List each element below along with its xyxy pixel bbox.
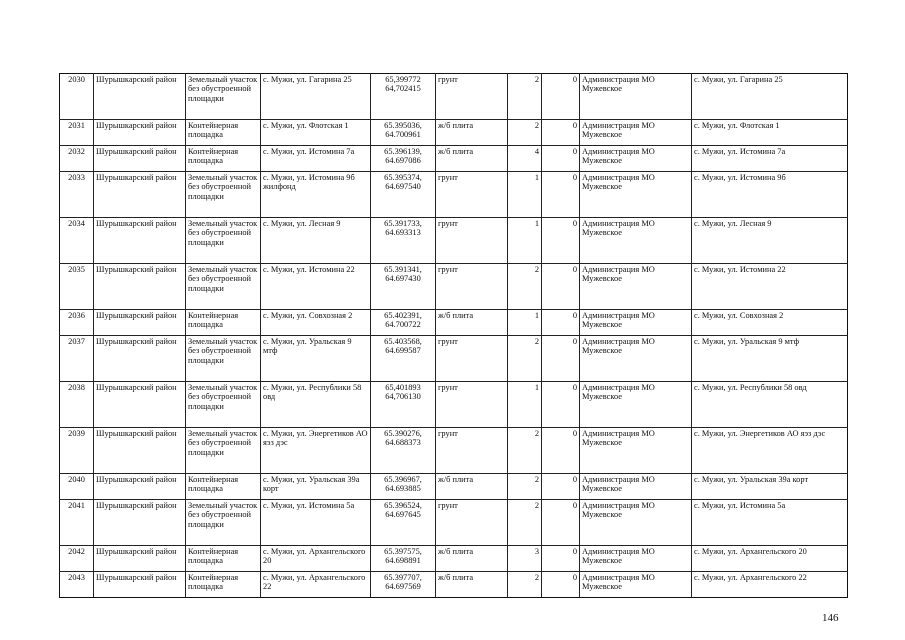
containers-count-cell: 2 [508,120,542,146]
surface-cell: грунт [436,172,508,218]
source-address-cell: с. Мужи, ул. Истомина 5а [692,500,848,546]
source-address-cell: с. Мужи, ул. Уральская 39а корт [692,474,848,500]
address-cell: с. Мужи, ул. Уральская 39а корт [261,474,371,500]
table-row [60,264,848,310]
table-row [60,74,848,120]
volume-cell: 0 [542,264,580,310]
owner-cell: Администрация МО Мужевское [580,74,692,120]
page-number: 146 [822,612,839,624]
address-cell: с. Мужи, ул. Республики 58 овд [261,382,371,428]
row-number-cell: 2033 [60,172,94,218]
containers-count-cell: 3 [508,546,542,572]
source-address-cell: с. Мужи, ул. Совхозная 2 [692,310,848,336]
containers-count-cell: 2 [508,336,542,382]
address-cell: с. Мужи, ул. Истомина 7а [261,146,371,172]
coordinates-cell: 65.397575, 64.698891 [371,546,436,572]
surface-cell: грунт [436,218,508,264]
source-address-cell: с. Мужи, ул. Республики 58 овд [692,382,848,428]
source-address-cell: с. Мужи, ул. Энергетиков АО яэз дэс [692,428,848,474]
source-address-cell: с. Мужи, ул. Архангельского 22 [692,572,848,598]
site-type-cell: Контейнерная площадка [186,120,261,146]
address-cell: с. Мужи, ул. Истомина 5а [261,500,371,546]
row-number-cell: 2040 [60,474,94,500]
surface-cell: ж/б плита [436,120,508,146]
containers-count-cell: 1 [508,172,542,218]
address-cell: с. Мужи, ул. Лесная 9 [261,218,371,264]
row-number-cell: 2031 [60,120,94,146]
address-cell: с. Мужи, ул. Уральская 9 мтф [261,336,371,382]
coordinates-cell: 65.395374, 64.697540 [371,172,436,218]
source-address-cell: с. Мужи, ул. Истомина 7а [692,146,848,172]
table-row [60,172,848,218]
owner-cell: Администрация МО Мужевское [580,264,692,310]
site-type-cell: Земельный участок без обустроенной площадки [186,218,261,264]
address-cell: с. Мужи, ул. Архангельского 20 [261,546,371,572]
containers-count-cell: 1 [508,218,542,264]
containers-count-cell: 2 [508,264,542,310]
coordinates-cell: 65.396524, 64.697645 [371,500,436,546]
district-cell: Шурышкарский район [94,336,186,382]
owner-cell: Администрация МО Мужевское [580,218,692,264]
district-cell: Шурышкарский район [94,474,186,500]
district-cell: Шурышкарский район [94,428,186,474]
surface-cell: грунт [436,74,508,120]
table-row [60,120,848,146]
source-address-cell: с. Мужи, ул. Флотская 1 [692,120,848,146]
owner-cell: Администрация МО Мужевское [580,382,692,428]
owner-cell: Администрация МО Мужевское [580,572,692,598]
source-address-cell: с. Мужи, ул. Уральская 9 мтф [692,336,848,382]
containers-count-cell: 4 [508,146,542,172]
volume-cell: 0 [542,146,580,172]
volume-cell: 0 [542,172,580,218]
owner-cell: Администрация МО Мужевское [580,546,692,572]
source-address-cell: с. Мужи, ул. Истомина 9б [692,172,848,218]
volume-cell: 0 [542,336,580,382]
surface-cell: грунт [436,336,508,382]
containers-count-cell: 2 [508,572,542,598]
site-type-cell: Земельный участок без обустроенной площадки [186,500,261,546]
coordinates-cell: 65.397707, 64.697569 [371,572,436,598]
table-row [60,310,848,336]
surface-cell: грунт [436,264,508,310]
row-number-cell: 2036 [60,310,94,336]
row-number-cell: 2038 [60,382,94,428]
address-cell: с. Мужи, ул. Гагарина 25 [261,74,371,120]
surface-cell: ж/б плита [436,572,508,598]
site-type-cell: Земельный участок без обустроенной площадки [186,74,261,120]
district-cell: Шурышкарский район [94,264,186,310]
volume-cell: 0 [542,474,580,500]
row-number-cell: 2032 [60,146,94,172]
row-number-cell: 2037 [60,336,94,382]
owner-cell: Администрация МО Мужевское [580,146,692,172]
surface-cell: грунт [436,428,508,474]
site-type-cell: Контейнерная площадка [186,146,261,172]
site-type-cell: Земельный участок без обустроенной площадки [186,428,261,474]
row-number-cell: 2041 [60,500,94,546]
site-type-cell: Контейнерная площадка [186,310,261,336]
volume-cell: 0 [542,500,580,546]
owner-cell: Администрация МО Мужевское [580,500,692,546]
district-cell: Шурышкарский район [94,218,186,264]
surface-cell: ж/б плита [436,146,508,172]
row-number-cell: 2039 [60,428,94,474]
coordinates-cell: 65,401893 64,706130 [371,382,436,428]
district-cell: Шурышкарский район [94,146,186,172]
source-address-cell: с. Мужи, ул. Лесная 9 [692,218,848,264]
address-cell: с. Мужи, ул. Архангельского 22 [261,572,371,598]
surface-cell: грунт [436,500,508,546]
site-type-cell: Контейнерная площадка [186,546,261,572]
coordinates-cell: 65.396139, 64.697086 [371,146,436,172]
district-cell: Шурышкарский район [94,74,186,120]
table-body [60,74,848,598]
site-type-cell: Земельный участок без обустроенной площадки [186,172,261,218]
owner-cell: Администрация МО Мужевское [580,474,692,500]
row-number-cell: 2042 [60,546,94,572]
volume-cell: 0 [542,428,580,474]
site-type-cell: Контейнерная площадка [186,572,261,598]
containers-count-cell: 1 [508,310,542,336]
containers-count-cell: 1 [508,382,542,428]
site-type-cell: Земельный участок без обустроенной площадки [186,264,261,310]
containers-count-cell: 2 [508,428,542,474]
table-row [60,474,848,500]
registry-table [59,73,848,598]
table-row [60,218,848,264]
row-number-cell: 2043 [60,572,94,598]
table-row [60,500,848,546]
surface-cell: ж/б плита [436,474,508,500]
volume-cell: 0 [542,572,580,598]
owner-cell: Администрация МО Мужевское [580,428,692,474]
coordinates-cell: 65.403568, 64.699587 [371,336,436,382]
table-row [60,382,848,428]
volume-cell: 0 [542,310,580,336]
owner-cell: Администрация МО Мужевское [580,120,692,146]
source-address-cell: с. Мужи, ул. Архангельского 20 [692,546,848,572]
coordinates-cell: 65.391733, 64.693313 [371,218,436,264]
surface-cell: грунт [436,382,508,428]
district-cell: Шурышкарский район [94,172,186,218]
owner-cell: Администрация МО Мужевское [580,172,692,218]
owner-cell: Администрация МО Мужевское [580,336,692,382]
volume-cell: 0 [542,218,580,264]
table-row [60,146,848,172]
table-row [60,428,848,474]
surface-cell: ж/б плита [436,310,508,336]
source-address-cell: с. Мужи, ул. Гагарина 25 [692,74,848,120]
containers-count-cell: 2 [508,474,542,500]
site-type-cell: Земельный участок без обустроенной площадки [186,336,261,382]
row-number-cell: 2035 [60,264,94,310]
coordinates-cell: 65.390276, 64.688373 [371,428,436,474]
address-cell: с. Мужи, ул. Энергетиков АО яэз дэс [261,428,371,474]
district-cell: Шурышкарский район [94,310,186,336]
containers-count-cell: 2 [508,500,542,546]
site-type-cell: Земельный участок без обустроенной площадки [186,382,261,428]
coordinates-cell: 65.395036, 64.700961 [371,120,436,146]
volume-cell: 0 [542,120,580,146]
table-row [60,572,848,598]
table-row [60,546,848,572]
address-cell: с. Мужи, ул. Совхозная 2 [261,310,371,336]
source-address-cell: с. Мужи, ул. Истомина 22 [692,264,848,310]
volume-cell: 0 [542,546,580,572]
address-cell: с. Мужи, ул. Истомина 9б жилфонд [261,172,371,218]
row-number-cell: 2030 [60,74,94,120]
row-number-cell: 2034 [60,218,94,264]
district-cell: Шурышкарский район [94,546,186,572]
coordinates-cell: 65,399772 64,702415 [371,74,436,120]
district-cell: Шурышкарский район [94,382,186,428]
containers-count-cell: 2 [508,74,542,120]
table-row [60,336,848,382]
coordinates-cell: 65.402391, 64.700722 [371,310,436,336]
coordinates-cell: 65.391341, 64.697430 [371,264,436,310]
surface-cell: ж/б плита [436,546,508,572]
address-cell: с. Мужи, ул. Истомина 22 [261,264,371,310]
district-cell: Шурышкарский район [94,500,186,546]
volume-cell: 0 [542,74,580,120]
address-cell: с. Мужи, ул. Флотская 1 [261,120,371,146]
owner-cell: Администрация МО Мужевское [580,310,692,336]
volume-cell: 0 [542,382,580,428]
district-cell: Шурышкарский район [94,572,186,598]
district-cell: Шурышкарский район [94,120,186,146]
coordinates-cell: 65.396967, 64.693885 [371,474,436,500]
site-type-cell: Контейнерная площадка [186,474,261,500]
